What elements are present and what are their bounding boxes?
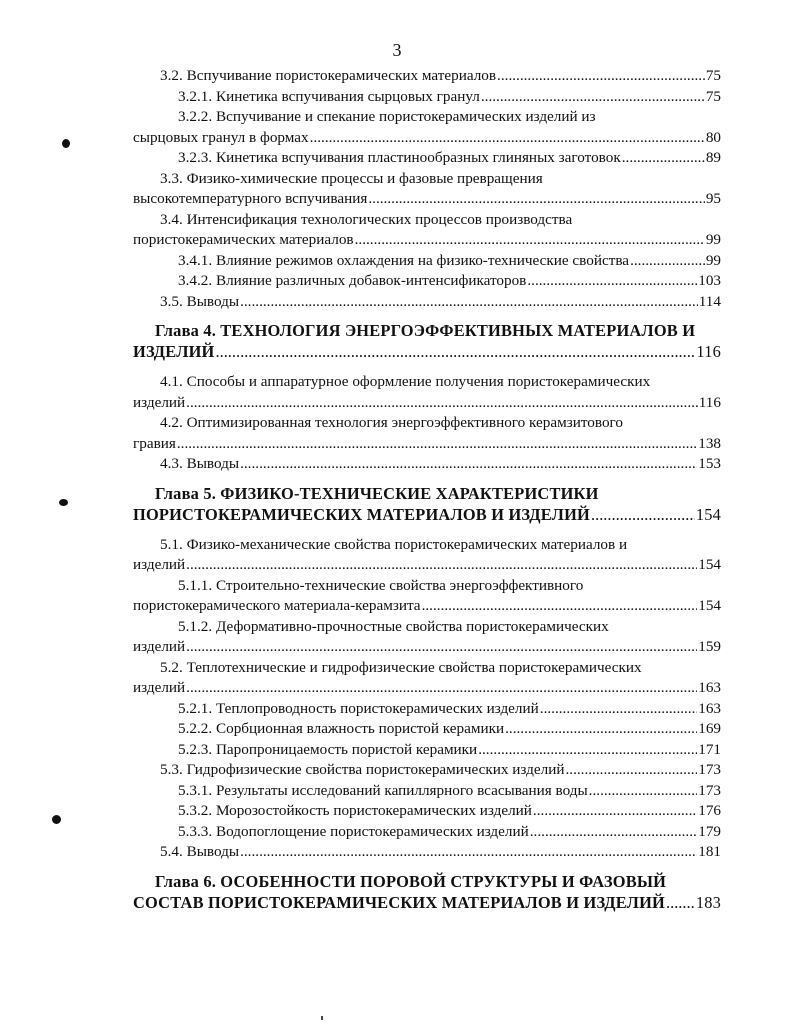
toc-entry-title: 5.1. Физико-механические свойства пористокерамических материалов и xyxy=(160,535,628,553)
toc-entry-line xyxy=(133,128,721,149)
toc-entry-line xyxy=(133,699,721,720)
toc-chapter-entry xyxy=(133,483,721,525)
toc-page-number: 154 xyxy=(698,556,721,573)
toc-entry-line xyxy=(133,678,721,699)
toc-entry-line xyxy=(133,740,721,761)
toc-page-number: 181 xyxy=(698,843,721,860)
toc-entry-title: 5.1.2. Деформативно-прочностные свойства пористокерамических xyxy=(178,617,609,635)
toc-page-number: 163 xyxy=(698,679,721,696)
scan-speck xyxy=(321,1016,323,1020)
toc-entry-line xyxy=(133,596,721,617)
toc-page-number: 169 xyxy=(698,720,721,737)
toc-entry-title: гравия xyxy=(133,434,176,452)
toc-section-entry xyxy=(133,292,721,313)
toc-leader-dots xyxy=(240,454,697,475)
toc-subsection-entry xyxy=(133,740,721,761)
toc-leader-dots xyxy=(540,699,697,720)
table-of-contents xyxy=(133,66,721,923)
toc-entry-title: 5.2.2. Сорбционная влажность пористой керамики xyxy=(178,720,505,737)
toc-leader-dots xyxy=(216,341,696,362)
binder-hole-mark xyxy=(62,139,70,148)
toc-entry-title: изделий xyxy=(133,393,186,411)
toc-leader-dots xyxy=(530,822,697,843)
toc-leader-dots xyxy=(630,251,705,272)
toc-leader-dots xyxy=(478,740,697,761)
toc-entry-line xyxy=(133,801,721,822)
toc-leader-dots xyxy=(591,504,695,525)
toc-entry-title: СОСТАВ ПОРИСТОКЕРАМИЧЕСКИХ МАТЕРИАЛОВ И ИЗДЕЛИЙ xyxy=(133,892,665,912)
toc-leader-dots xyxy=(186,393,698,414)
toc-page-number: 75 xyxy=(705,87,721,105)
toc-entry-title: Глава 4. ТЕХНОЛОГИЯ ЭНЕРГОЭФФЕКТИВНЫХ МАТЕРИАЛОВ И xyxy=(155,321,696,340)
toc-entry-line xyxy=(133,251,721,272)
toc-leader-dots xyxy=(355,230,705,251)
toc-subsection-entry xyxy=(133,576,721,617)
toc-leader-dots xyxy=(240,292,698,313)
toc-page-number: 99 xyxy=(705,251,721,269)
toc-leader-dots xyxy=(310,128,705,149)
toc-entry-title: пористокерамических материалов xyxy=(133,231,354,248)
toc-entry-line xyxy=(133,189,721,210)
toc-subsection-entry xyxy=(133,617,721,658)
toc-entry-line xyxy=(133,892,721,913)
toc-entry-title: сырцовых гранул в формах xyxy=(133,128,309,146)
toc-leader-dots xyxy=(666,892,695,913)
toc-page-number: 171 xyxy=(698,740,721,758)
toc-entry-title: 5.1.1. Строительно-технические свойства энергоэффективного xyxy=(178,576,584,594)
toc-entry-line xyxy=(133,842,721,863)
toc-entry-title: 5.3. Гидрофизические свойства пористокерамических изделий xyxy=(160,761,565,778)
toc-leader-dots xyxy=(622,148,705,169)
toc-entry-title: 5.2.3. Паропроницаемость пористой керамики xyxy=(178,740,478,758)
toc-entry-title: изделий xyxy=(133,638,186,655)
toc-leader-dots xyxy=(186,555,697,576)
toc-page-number: 163 xyxy=(698,699,721,717)
toc-entry-title: 5.3.2. Морозостойкость пористокерамических изделий xyxy=(178,802,532,819)
toc-leader-dots xyxy=(481,87,705,108)
toc-entry-line xyxy=(133,760,721,781)
toc-entry-title: 5.2. Теплотехнические и гидрофизические свойства пористокерамических xyxy=(160,658,642,676)
toc-leader-dots xyxy=(497,66,705,87)
toc-entry-title: 4.1. Способы и аппаратурное оформление получения пористокерамических xyxy=(160,373,651,390)
toc-entry-line xyxy=(133,822,721,843)
toc-subsection-entry xyxy=(133,781,721,802)
toc-page-number: 154 xyxy=(695,504,721,524)
toc-section-entry xyxy=(133,66,721,87)
toc-entry-title: 3.4.1. Влияние режимов охлаждения на физико-технические свойства xyxy=(178,251,630,269)
toc-entry-title: 5.3.3. Водопоглощение пористокерамических изделий xyxy=(178,822,529,840)
toc-section-entry xyxy=(133,535,721,576)
toc-entry-title: пористокерамического материала-керамзита xyxy=(133,597,421,614)
toc-entry-line xyxy=(133,637,721,658)
toc-entry-line xyxy=(133,148,721,169)
toc-entry-title: высокотемпературного вспучивания xyxy=(133,190,368,207)
toc-entry-title: 5.3.1. Результаты исследований капиллярного всасывания воды xyxy=(178,781,588,799)
toc-page-number: 176 xyxy=(698,802,721,819)
toc-subsection-entry xyxy=(133,699,721,720)
toc-entry-title: 5.2.1. Теплопроводность пористокерамических изделий xyxy=(178,699,539,717)
toc-entry-line xyxy=(133,271,721,292)
toc-leader-dots xyxy=(533,801,697,822)
toc-section-entry xyxy=(133,413,721,454)
toc-section-entry xyxy=(133,372,721,413)
toc-chapter-entry xyxy=(133,320,721,362)
toc-page-number: 89 xyxy=(705,149,721,166)
toc-entry-title: 3.4.2. Влияние различных добавок-интенсификаторов xyxy=(178,272,527,289)
toc-page-number: 116 xyxy=(696,342,721,361)
toc-entry-line xyxy=(133,434,721,455)
toc-page-number: 75 xyxy=(705,67,721,84)
toc-section-entry xyxy=(133,842,721,863)
page-number: 3 xyxy=(392,40,402,60)
toc-page-number: 103 xyxy=(698,272,721,289)
toc-entry-line xyxy=(133,454,721,475)
toc-entry-line xyxy=(133,230,721,251)
toc-entry-title: 3.2.1. Кинетика вспучивания сырцовых гранул xyxy=(178,87,480,105)
toc-subsection-entry xyxy=(133,271,721,292)
toc-page-number: 154 xyxy=(698,597,721,614)
toc-page-number: 80 xyxy=(705,128,721,146)
toc-section-entry xyxy=(133,454,721,475)
binder-hole-mark xyxy=(52,815,61,824)
toc-entry-title: изделий xyxy=(133,556,186,573)
toc-entry-title: 5.4. Выводы xyxy=(160,843,240,860)
toc-subsection-entry xyxy=(133,719,721,740)
toc-page-number: 95 xyxy=(705,190,721,207)
toc-page-number: 173 xyxy=(698,781,721,799)
toc-subsection-entry xyxy=(133,107,721,148)
toc-entry-line xyxy=(133,393,721,414)
toc-entry-line xyxy=(133,341,721,362)
toc-page-number: 116 xyxy=(698,393,721,411)
toc-subsection-entry xyxy=(133,822,721,843)
toc-page-number: 159 xyxy=(698,638,721,655)
toc-section-entry xyxy=(133,658,721,699)
toc-leader-dots xyxy=(565,760,697,781)
toc-entry-line xyxy=(133,292,721,313)
toc-leader-dots xyxy=(527,271,697,292)
toc-leader-dots xyxy=(186,678,697,699)
toc-subsection-entry xyxy=(133,251,721,272)
toc-entry-title: 3.5. Выводы xyxy=(160,292,240,310)
toc-page-number: 138 xyxy=(698,434,721,452)
toc-entry-line xyxy=(133,555,721,576)
toc-page-number: 153 xyxy=(698,455,721,472)
toc-entry-title: 3.3. Физико-химические процессы и фазовые превращения xyxy=(160,169,543,187)
toc-entry-title: Глава 6. ОСОБЕННОСТИ ПОРОВОЙ СТРУКТУРЫ И ФАЗОВЫЙ xyxy=(155,871,667,891)
toc-leader-dots xyxy=(505,719,697,740)
binder-hole-mark xyxy=(59,499,68,506)
toc-page-number: 183 xyxy=(695,892,721,912)
toc-leader-dots xyxy=(589,781,698,802)
toc-page-number: 173 xyxy=(698,761,721,778)
toc-entry-title: изделий xyxy=(133,679,186,696)
toc-entry-line xyxy=(133,66,721,87)
toc-entry-title: 3.2.3. Кинетика вспучивания пластинообразных глиняных заготовок xyxy=(178,149,621,166)
toc-entry-title: Глава 5. ФИЗИКО-ТЕХНИЧЕСКИЕ ХАРАКТЕРИСТИКИ xyxy=(155,483,599,503)
toc-leader-dots xyxy=(186,637,697,658)
toc-entry-line xyxy=(133,87,721,108)
toc-leader-dots xyxy=(368,189,704,210)
toc-entry-line xyxy=(133,504,721,525)
toc-entry-title: 4.2. Оптимизированная технология энергоэффективного керамзитового xyxy=(160,414,623,431)
toc-section-entry xyxy=(133,210,721,251)
toc-page-number: 114 xyxy=(698,292,721,310)
toc-subsection-entry xyxy=(133,87,721,108)
toc-entry-title: 3.4. Интенсификация технологических процессов производства xyxy=(160,210,573,228)
toc-subsection-entry xyxy=(133,148,721,169)
toc-entry-title: 3.2. Вспучивание пористокерамических материалов xyxy=(160,67,497,84)
toc-leader-dots xyxy=(177,434,697,455)
toc-subsection-entry xyxy=(133,801,721,822)
toc-chapter-entry xyxy=(133,871,721,913)
toc-section-entry xyxy=(133,760,721,781)
toc-leader-dots xyxy=(240,842,697,863)
toc-entry-title: ИЗДЕЛИЙ xyxy=(133,342,215,361)
toc-entry-title: ПОРИСТОКЕРАМИЧЕСКИХ МАТЕРИАЛОВ И ИЗДЕЛИЙ xyxy=(133,504,590,524)
toc-entry-line xyxy=(133,781,721,802)
toc-section-entry xyxy=(133,169,721,210)
toc-entry-title: 4.3. Выводы xyxy=(160,455,240,472)
toc-entry-line xyxy=(133,719,721,740)
toc-leader-dots xyxy=(422,596,698,617)
toc-entry-title: 3.2.2. Вспучивание и спекание пористокерамических изделий из xyxy=(178,108,596,125)
toc-page-number: 179 xyxy=(698,822,721,840)
toc-page-number: 99 xyxy=(705,231,721,248)
